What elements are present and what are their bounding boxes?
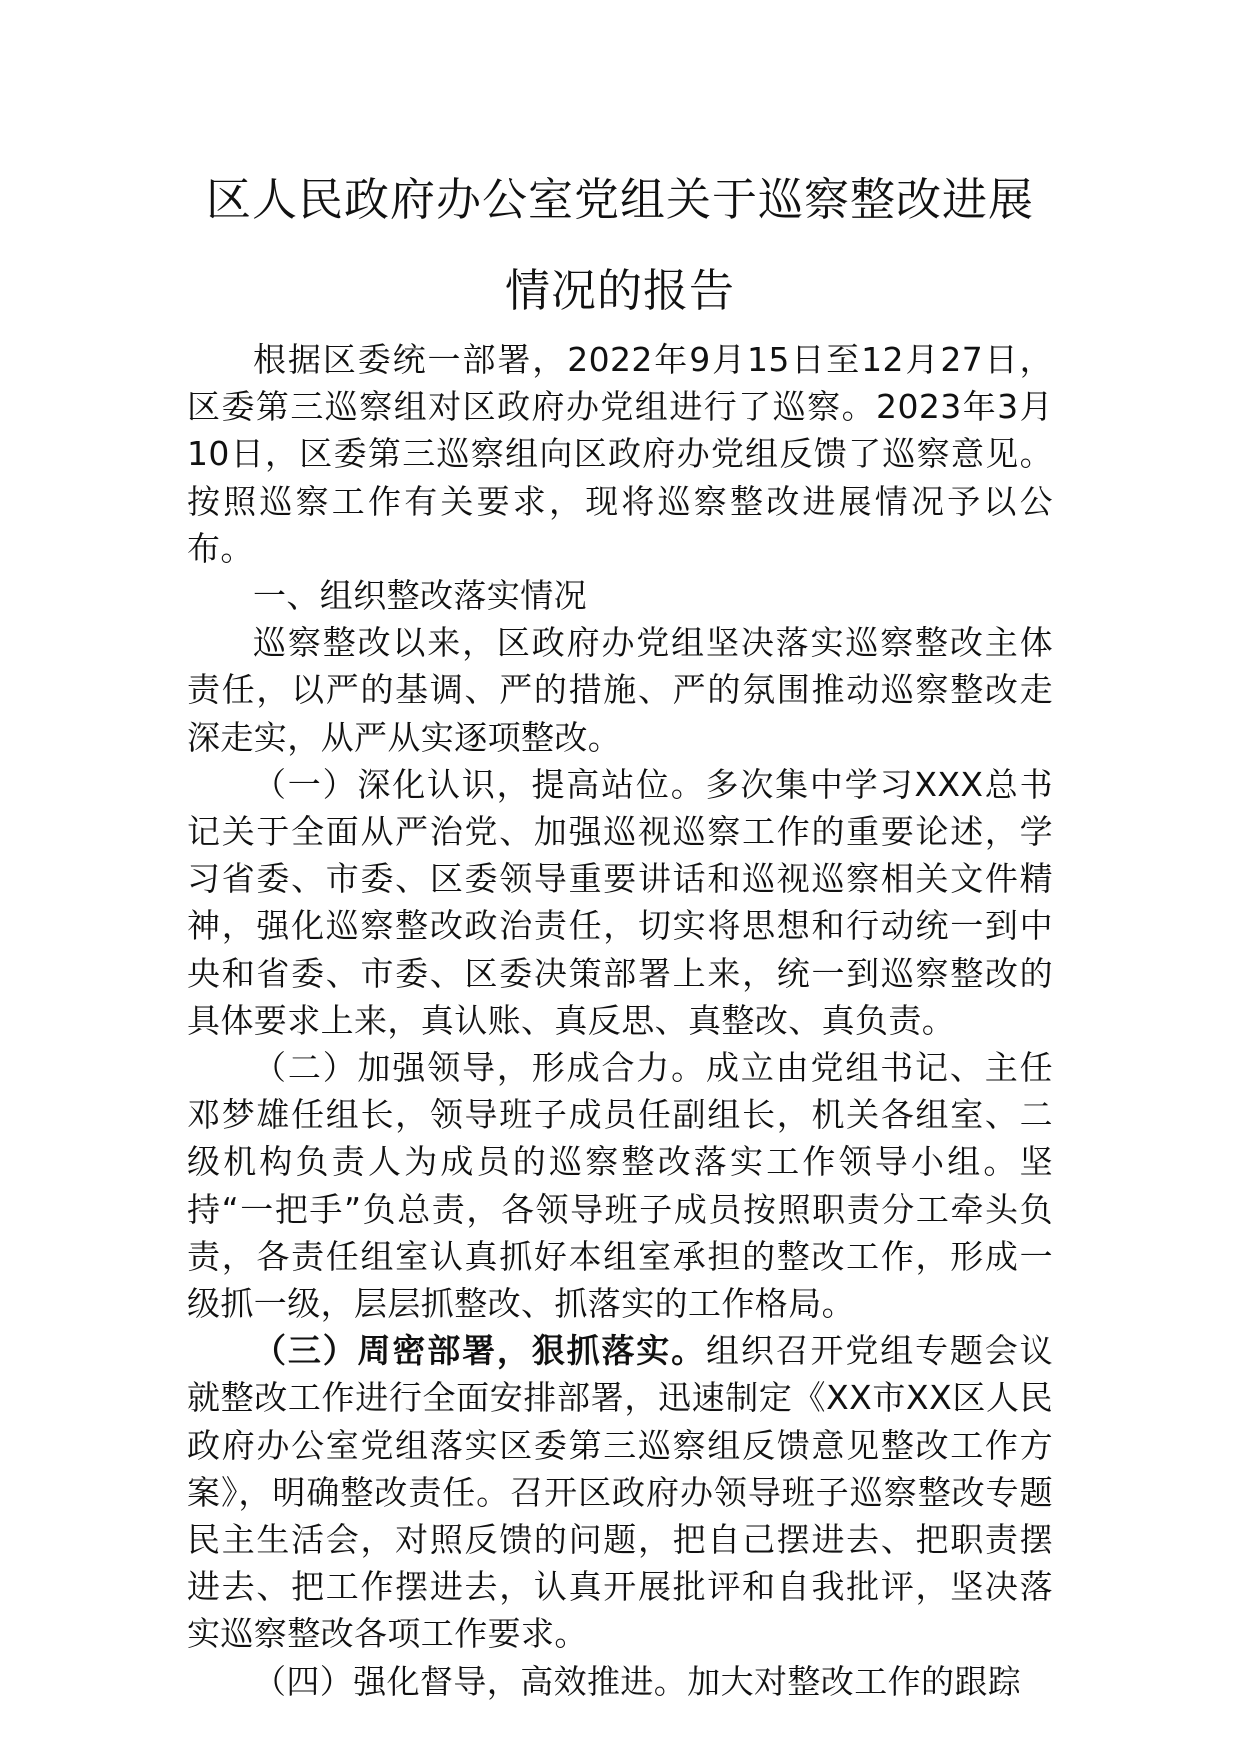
section-heading: 一、组织整改落实情况: [253, 576, 587, 616]
item-paragraph-4: （四）强化督导，高效推进。加大对整改工作的跟踪: [253, 1661, 1022, 1701]
item-paragraph-2: （二）加强领导，形成合力。成立由党组书记、主任邓梦雄任组长，领导班子成员任副组长，机关各组室、二级机构负责人为成员的巡察整改落实工作领导小组。坚持“一把手”负总责，各领导班子成员按照职责分工牵头负责，各责任组室认真抓好本组室承担的整改工作，形成一级抓一级，层层抓整改、抓落实的工作格局。: [187, 1048, 1053, 1324]
document-title-line-2: 情况的报告: [504, 264, 735, 317]
intro-paragraph: 根据区委统一部署，2022年9月15日至12月27日，区委第三巡察组对区政府办党组进行了巡察。2023年3月10日，区委第三巡察组向区政府办党组反馈了巡察意见。按照巡察工作有关要求，现将巡察整改进展情况予以公布。: [187, 340, 1053, 568]
item-3-text: 组织召开党组专题会议就整改工作进行全面安排部署，迅速制定《XX市XX区人民政府办公室党组落实区委第三巡察组反馈意见整改工作方案》，明确整改责任。召开区政府办领导班子巡察整改专题民主生活会，对照反馈的问题，把自己摆进去、把职责摆进去、把工作摆进去，认真开展批评和自我批评，坚决落实巡察整改各项工作要求。: [187, 1331, 1054, 1654]
section-paragraph: 巡察整改以来，区政府办党组坚决落实巡察整改主体责任，以严的基调、严的措施、严的氛围推动巡察整改走深走实，从严从实逐项整改。: [187, 623, 1053, 757]
item-paragraph-1: （一）深化认识，提高站位。多次集中学习XXX总书记关于全面从严治党、加强巡视巡察工作的重要论述，学习省委、市委、区委领导重要讲话和巡视巡察相关文件精神，强化巡察整改政治责任，切实将思想和行动统一到中央和省委、市委、区委决策部署上来，统一到巡察整改的具体要求上来，真认账、真反思、真整改、真负责。: [187, 764, 1053, 1040]
document-title-line-1: 区人民政府办公室党组关于巡察整改进展: [205, 173, 1034, 226]
item-paragraph-3: [187, 1327, 1053, 1657]
item-3-lead: （三）周密部署，狠抓落实。: [253, 1331, 706, 1371]
document-body: [187, 336, 1053, 1705]
